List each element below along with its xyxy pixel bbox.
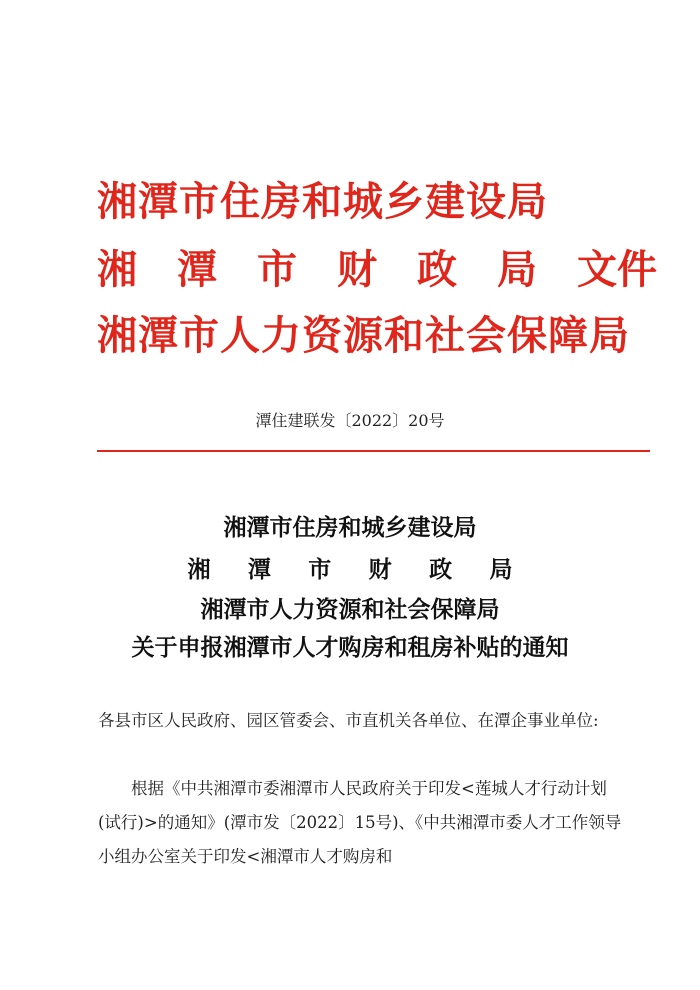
- title-line-4: 关于申报湘潭市人才购房和租房补贴的通知: [131, 634, 569, 661]
- title-line-3: 湘潭市人力资源和社会保障局: [200, 596, 500, 623]
- issuer-header-line-3: 湘潭市人力资源和社会保障局: [97, 313, 630, 359]
- title-char: 市: [308, 556, 332, 583]
- header-char: 湘: [97, 247, 137, 293]
- red-divider-line: [97, 450, 650, 452]
- header-char: 政: [417, 247, 457, 293]
- body-paragraph-1: 根据《中共湘潭市委湘潭市人民政府关于印发<莲城人才行动计划(试行)>的通知》(潭市发〔2022〕15号)、《中共湘潭市委人才工作领导小组办公室关于印发<湘潭市人才购房和: [98, 779, 622, 866]
- title-char: 湘: [187, 556, 211, 583]
- header-char: 市: [257, 247, 297, 293]
- title-char: 政: [429, 556, 453, 583]
- title-char: 财: [368, 556, 392, 583]
- title-char: 局: [489, 556, 513, 583]
- title-line-2: [0, 558, 700, 581]
- title-char: 潭: [247, 556, 271, 583]
- addressee-paragraph: 各县市区人民政府、园区管委会、市直机关各单位、在潭企事业单位:: [98, 711, 599, 730]
- issuer-header-line-2: [97, 247, 657, 293]
- title-line-1: 湘潭市住房和城乡建设局: [223, 514, 477, 541]
- issuer-header-line-1: 湘潭市住房和城乡建设局: [97, 179, 548, 225]
- document-number: 潭住建联发〔2022〕20号: [255, 411, 445, 430]
- header-char: 财: [337, 247, 377, 293]
- header-char: 局: [497, 247, 537, 293]
- header-char: 潭: [177, 247, 217, 293]
- header-char: 文件: [577, 247, 657, 293]
